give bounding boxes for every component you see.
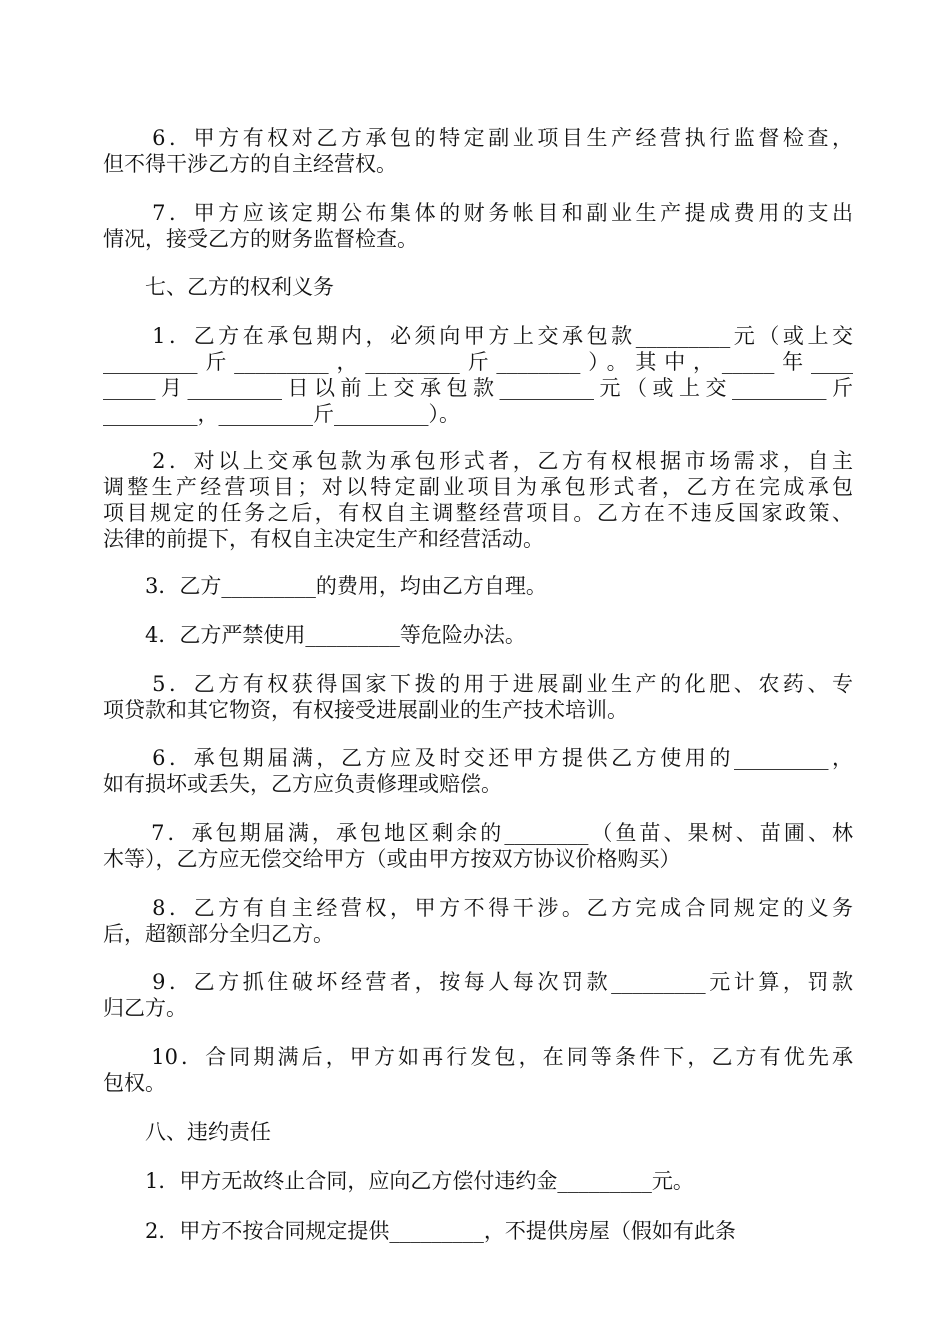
text-line: 10．合同期满后，甲方如再行发包，在同等条件下，乙方有优先承: [103, 1045, 853, 1069]
text-line: 如有损坏或丢失，乙方应负责修理或赔偿。: [103, 772, 502, 796]
paragraph-clause-2-party-b: [103, 448, 853, 552]
text-line: 6．甲方有权对乙方承包的特定副业项目生产经营执行监督检查，: [103, 126, 853, 150]
text-line: 包权。: [103, 1071, 166, 1095]
text-line: 七、乙方的权利义务: [103, 275, 334, 299]
text-line: 2．甲方不按合同规定提供_________，不提供房屋（假如有此条: [103, 1219, 736, 1243]
text-line: 木等），乙方应无偿交给甲方（或由甲方按双方协议价格购买）: [103, 847, 681, 871]
paragraph-clause-7-party-b: [103, 820, 853, 872]
text-line: 6．承包期届满，乙方应及时交还甲方提供乙方使用的_________，: [103, 746, 853, 770]
text-line: 法律的前提下，有权自主决定生产和经营活动。: [103, 527, 544, 551]
text-line: 5．乙方有权获得国家下拨的用于进展副业生产的化肥、农药、专: [103, 672, 853, 696]
paragraph-clause-1-party-b: [103, 323, 853, 427]
paragraph-clause-9-party-b: [103, 969, 853, 1021]
paragraph-clause-8-party-b: [103, 895, 853, 947]
text-line: _____月_________日以前上交承包款_________元（或上交_________斤: [103, 376, 853, 400]
text-line: _________斤_________，_________斤________）。其中，_____年____: [103, 350, 853, 374]
text-line: 项目规定的任务之后，有权自主调整经营项目。乙方在不违反国家政策、: [103, 501, 853, 525]
section-heading-party-b-rights: [103, 274, 853, 300]
text-line: 8．乙方有自主经营权，甲方不得干涉。乙方完成合同规定的义务: [103, 896, 853, 920]
text-line: 归乙方。: [103, 996, 187, 1020]
text-line: 4．乙方严禁使用_________等危险办法。: [103, 623, 526, 647]
text-line: 但不得干涉乙方的自主经营权。: [103, 152, 397, 176]
text-line: 八、违约责任: [103, 1120, 271, 1144]
paragraph-clause-6-party-a: [103, 125, 853, 177]
text-line: 2．对以上交承包款为承包形式者，乙方有权根据市场需求，自主: [103, 449, 853, 473]
text-line: 项贷款和其它物资，有权接受进展副业的生产技术培训。: [103, 698, 628, 722]
paragraph-clause-10-party-b: [103, 1044, 853, 1096]
text-line: 7．承包期届满，承包地区剩余的________（鱼苗、果树、苗圃、林: [103, 821, 853, 845]
text-line: 9．乙方抓住破坏经营者，按每人每次罚款_________元计算，罚款: [103, 970, 853, 994]
text-line: 情况，接受乙方的财务监督检查。: [103, 227, 418, 251]
paragraph-clause-4-party-b: [103, 622, 853, 648]
paragraph-clause-3-party-b: [103, 573, 853, 599]
text-line: 调整生产经营项目；对以特定副业项目为承包形式者，乙方在完成承包: [103, 475, 853, 499]
text-line: 3．乙方_________的费用，均由乙方自理。: [103, 574, 547, 598]
text-line: 1．乙方在承包期内，必须向甲方上交承包款_________元（或上交: [103, 324, 853, 348]
section-heading-breach-liability: [103, 1119, 853, 1145]
paragraph-breach-clause-2: [103, 1218, 853, 1244]
paragraph-clause-5-party-b: [103, 671, 853, 723]
text-line: 7．甲方应该定期公布集体的财务帐目和副业生产提成费用的支出: [103, 201, 853, 225]
text-line: 1．甲方无故终止合同，应向乙方偿付违约金_________元。: [103, 1169, 694, 1193]
paragraph-clause-6-party-b: [103, 745, 853, 797]
text-line: _________，_________斤_________）。: [103, 402, 460, 426]
paragraph-breach-clause-1: [103, 1168, 853, 1194]
text-line: 后，超额部分全归乙方。: [103, 922, 334, 946]
paragraph-clause-7-party-a: [103, 200, 853, 252]
